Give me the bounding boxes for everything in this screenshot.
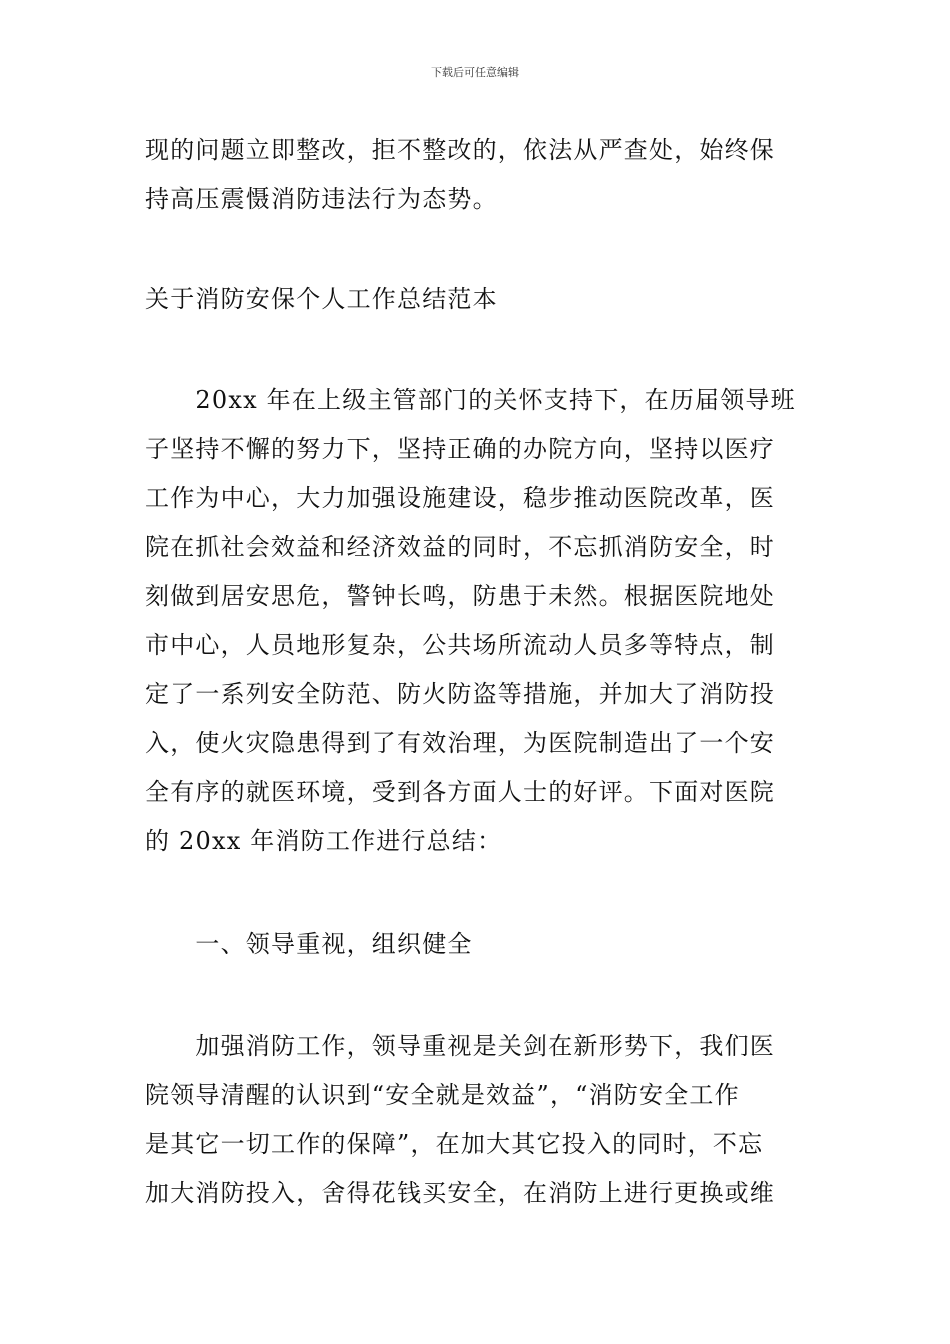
text-line: 持高压震慑消防违法行为态势。 <box>145 185 498 213</box>
text-line: 是其它一切工作的保障”，在加大其它投入的同时，不忘 <box>145 1130 764 1158</box>
section-title <box>145 275 810 324</box>
text-line: 加强消防工作，领导重视是关剑在新形势下，我们医 <box>145 1032 775 1060</box>
text-line: 加大消防投入，舍得花钱买安全，在消防上进行更换或维 <box>145 1179 775 1207</box>
text-line: 现的问题立即整改，拒不整改的，依法从严查处，始终保 <box>145 136 775 164</box>
text-line: 的 20xx 年消防工作进行总结： <box>145 827 503 855</box>
section-heading-one <box>145 920 810 969</box>
continued-paragraph <box>145 126 810 224</box>
text-line: 全有序的就医环境，受到各方面人士的好评。下面对医院 <box>145 778 775 806</box>
text-line: 市中心，人员地形复杂，公共场所流动人员多等特点，制 <box>145 631 775 659</box>
text-line: 工作为中心，大力加强设施建设，稳步推动医院改革，医 <box>145 484 775 512</box>
text-line: 子坚持不懈的努力下，坚持正确的办院方向，坚持以医疗 <box>145 435 775 463</box>
text-line: 20xx 年在上级主管部门的关怀支持下，在历届领导班 <box>145 386 796 414</box>
page-header-note: 下载后可任意编辑 <box>431 66 519 79</box>
intro-paragraph <box>145 376 810 866</box>
heading-text: 一、领导重视，组织健全 <box>145 930 473 958</box>
text-line: 定了一系列安全防范、防火防盗等措施，并加大了消防投 <box>145 680 775 708</box>
text-line: 院在抓社会效益和经济效益的同时，不忘抓消防安全，时 <box>145 533 775 561</box>
text-line: 刻做到居安思危，警钟长鸣，防患于未然。根据医院地处 <box>145 582 775 610</box>
text-line: 入，使火灾隐患得到了有效治理，为医院制造出了一个安 <box>145 729 775 757</box>
text-line: 院领导清醒的认识到“安全就是效益”，“消防安全工作 <box>145 1081 740 1109</box>
section-title-text: 关于消防安保个人工作总结范本 <box>145 285 498 313</box>
paragraph-two <box>145 1022 810 1218</box>
